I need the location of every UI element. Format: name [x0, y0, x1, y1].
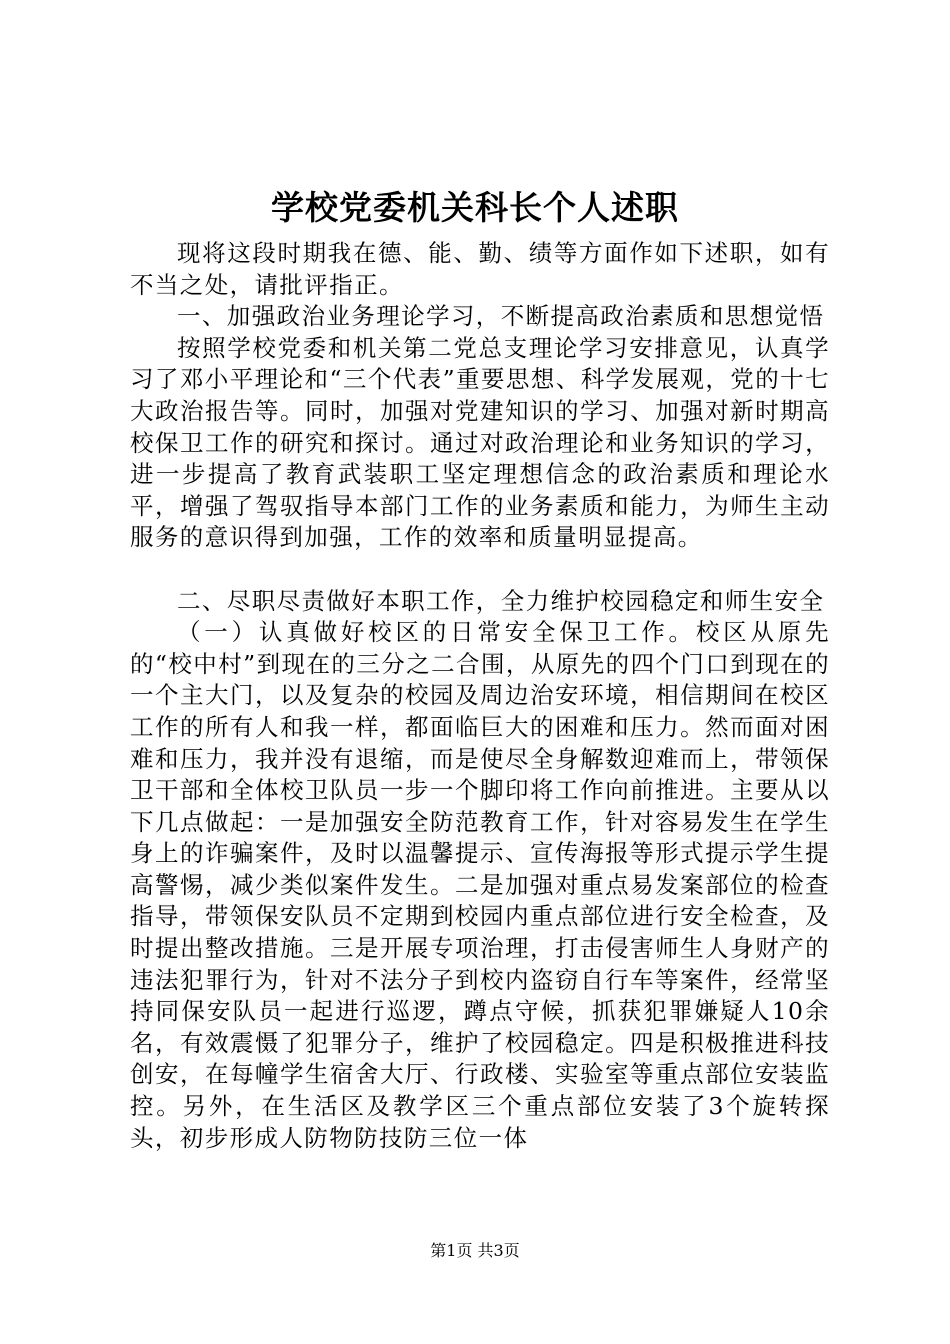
- document-title: 学校党委机关科长个人述职: [271, 188, 679, 227]
- section-heading-1: 一、加强政治业务理论学习，不断提高政治素质和思想觉悟: [177, 302, 825, 331]
- body-paragraph: （一）认真做好校区的日常安全保卫工作。校区从原先的“校中村”到现在的三分之二合围，从原先的四个门口到现在的一个主大门，以及复杂的校园及周边治安环境，相信期间在校区工作的所有人和我一样，都面临巨大的困难和压力。然而面对困难和压力，我并没有退缩，而是使尽全身解数迎难而上，带领保卫干部和全体校卫队员一步一个脚印将工作向前推进。主要从以下几点做起：一是加强安全防范教育工作，针对容易发生在学生身上的诈骗案件，及时以温馨提示、宣传海报等形式提示学生提高警惕，减少类似案件发生。二是加强对重点易发案部位的检查指导，带领保安队员不定期到校园内重点部位进行安全检查，及时提出整改措施。三是开展专项治理，打击侵害师生人身财产的违法犯罪行为，针对不法分子到校内盗窃自行车等案件，经常坚持同保安队员一起进行巡逻，蹲点守候，抓获犯罪嫌疑人10余名，有效震慑了犯罪分子，维护了校园稳定。四是积极推进科技创安，在每幢学生宿舍大厅、行政楼、实验室等重点部位安装监控。另外，在生活区及教学区三个重点部位安装了3个旋转探头，初步形成人防物防技防三位一体: [130, 618, 830, 1152]
- body-paragraph: 按照学校党委和机关第二党总支理论学习安排意见，认真学习了邓小平理论和“三个代表”重要思想、科学发展观，党的十七大政治报告等。同时，加强对党建知识的学习、加强对新时期高校保卫工作的研究和探讨。通过对政治理论和业务知识的学习，进一步提高了教育武装职工坚定理想信念的政治素质和理论水平，增强了驾驭指导本部门工作的业务素质和能力，为师生主动服务的意识得到加强，工作的效率和质量明显提高。: [130, 333, 830, 552]
- intro-paragraph: 现将这段时期我在德、能、勤、绩等方面作如下述职，如有不当之处，请批评指正。: [130, 239, 830, 299]
- section-heading-2: 二、尽职尽责做好本职工作，全力维护校园稳定和师生安全: [177, 586, 825, 615]
- page-footer: 第1页 共3页: [430, 1241, 520, 1260]
- document-body: [130, 238, 830, 1154]
